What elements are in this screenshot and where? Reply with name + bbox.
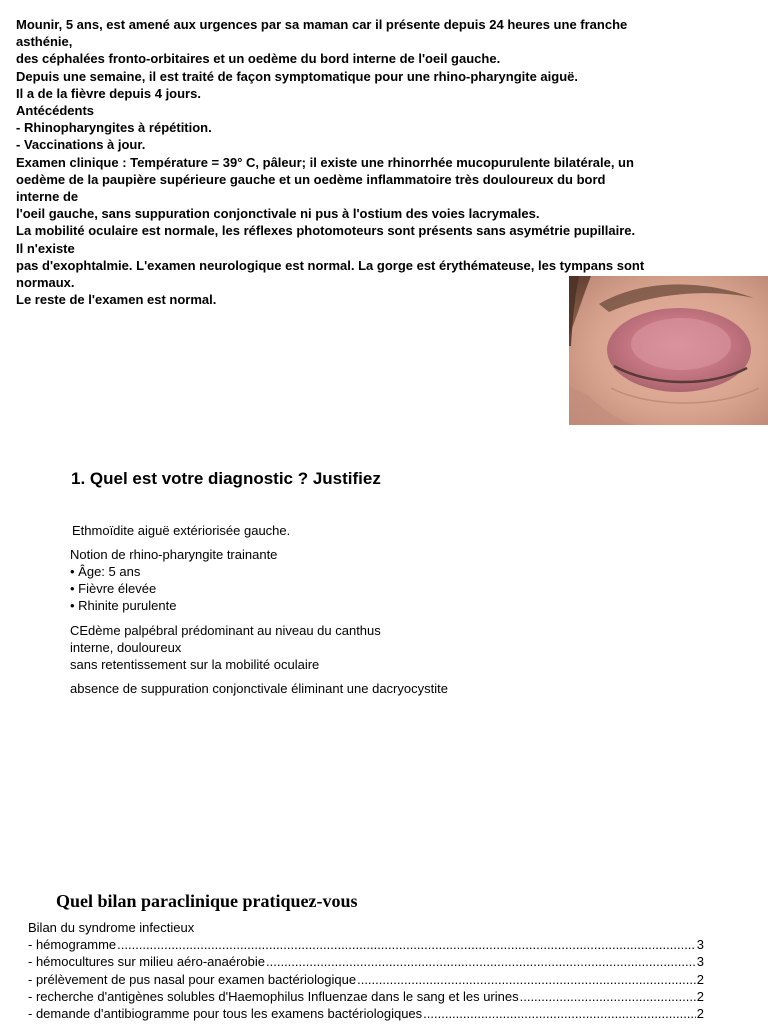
workup-item <box>28 1005 704 1022</box>
argument-bullet: • Fièvre élevée <box>70 581 157 596</box>
workup-heading: Bilan du syndrome infectieux <box>28 920 195 935</box>
case-line: des céphalées fronto-orbitaires et un oedème du bord interne de l'oeil gauche. <box>16 51 501 67</box>
case-line: - Vaccinations à jour. <box>16 137 146 153</box>
case-line: pas d'exophtalmie. L'examen neurologique est normal. La gorge est érythémateuse, les tympans sont <box>16 257 645 273</box>
argument-line: Notion de rhino-pharyngite trainante <box>70 547 278 562</box>
eye-photo <box>569 276 768 425</box>
question-1-title: 1. Quel est votre diagnostic ? Justifiez <box>71 469 381 488</box>
workup-item-points: 3 <box>696 937 704 953</box>
dot-leader <box>423 1005 696 1022</box>
workup-item-label: - recherche d'antigènes solubles d'Haemophilus Influenzae dans le sang et les urines <box>28 988 519 1004</box>
workup-item <box>28 936 704 953</box>
dot-leader <box>266 953 696 970</box>
case-line: oedème de la paupière supérieure gauche et un oedème inflammatoire très douloureux du bord <box>16 171 606 187</box>
workup-item <box>28 953 704 970</box>
rhinopharyngitis-arguments <box>70 546 277 614</box>
diagnosis-text: Ethmoïdite aiguë extériorisée gauche. <box>72 523 291 538</box>
case-line: asthénie, <box>16 34 73 50</box>
case-line: Antécédents <box>16 103 95 119</box>
case-presentation <box>16 16 722 308</box>
case-line: Le reste de l'examen est normal. <box>16 292 217 308</box>
dot-leader <box>357 971 696 988</box>
case-line: normaux. <box>16 275 75 291</box>
workup-item-label: - hémocultures sur milieu aéro-anaérobie <box>28 954 266 970</box>
argument-line: sans retentissement sur la mobilité oculaire <box>70 657 320 672</box>
case-line: interne de <box>16 189 79 205</box>
eye-photo-illustration <box>569 276 768 425</box>
workup-item-points: 2 <box>696 988 704 1004</box>
case-line: - Rhinopharyngites à répétition. <box>16 120 212 136</box>
workup-item-label: - prélèvement de pus nasal pour examen bactériologique <box>28 971 357 987</box>
argument-line: interne, douloureux <box>70 640 182 655</box>
argument-bullet: • Rhinite purulente <box>70 598 177 613</box>
workup-item-points: 2 <box>696 971 704 987</box>
argument-bullet: • Âge: 5 ans <box>70 564 141 579</box>
workup-item <box>28 971 704 988</box>
case-line: Examen clinique : Température = 39° C, pâleur; il existe une rhinorrhée mucopurulente bilatérale, un <box>16 154 634 170</box>
case-line: La mobilité oculaire est normale, les réflexes photomoteurs sont présents sans asymétrie pupillaire. <box>16 223 636 239</box>
workup-item-label: - hémogramme <box>28 937 117 953</box>
workup-item-points: 2 <box>696 1006 704 1022</box>
workup-list <box>28 919 704 1022</box>
oedema-arguments <box>70 622 381 673</box>
dot-leader <box>520 988 696 1005</box>
case-line: Il n'existe <box>16 240 75 256</box>
workup-item-label: - demande d'antibiogramme pour tous les examens bactériologiques <box>28 1006 423 1022</box>
case-line: Il a de la fièvre depuis 4 jours. <box>16 85 201 101</box>
differential-argument: absence de suppuration conjonctivale éliminant une dacryocystite <box>70 681 448 696</box>
case-line: l'oeil gauche, sans suppuration conjonctivale ni pus à l'ostium des voies lacrymales. <box>16 206 540 222</box>
case-line: Depuis une semaine, il est traité de façon symptomatique pour une rhino-pharyngite aiguë. <box>16 68 578 84</box>
case-line: Mounir, 5 ans, est amené aux urgences par sa maman car il présente depuis 24 heures une franche <box>16 17 628 32</box>
dot-leader <box>117 936 696 953</box>
workup-item <box>28 988 704 1005</box>
question-2-title: Quel bilan paraclinique pratiquez-vous <box>56 891 358 911</box>
argument-line: CEdème palpébral prédominant au niveau du canthus <box>70 623 381 638</box>
workup-item-points: 3 <box>696 954 704 970</box>
